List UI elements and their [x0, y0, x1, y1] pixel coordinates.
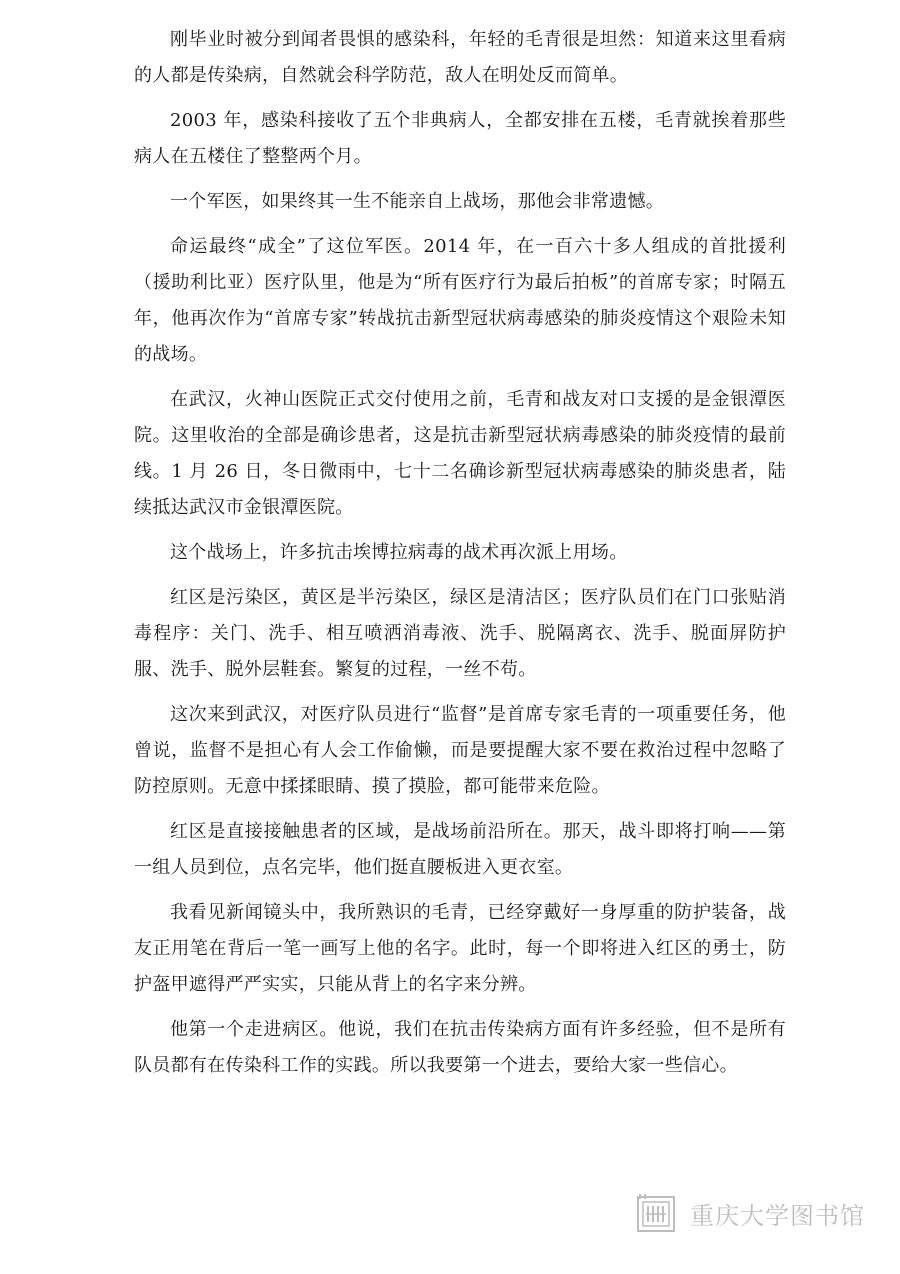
paragraph: 命运最终“成全”了这位军医。2014 年，在一百六十多人组成的首批援利（援助利比亚）医疗队里，他是为“所有医疗行为最后拍板”的首席专家；时隔五年，他再次作为“首席专家”转战抗击新型冠状病毒感染的肺炎疫情这个艰险未知的战场。 — [134, 236, 786, 365]
paragraph: 一个军医，如果终其一生不能亲自上战场，那他会非常遗憾。 — [170, 191, 665, 212]
paragraph: 他第一个走进病区。他说，我们在抗击传染病方面有许多经验，但不是所有队员都有在传染科工作的实践。所以我要第一个进去，要给大家一些信心。 — [134, 1019, 786, 1076]
paragraph: 这次来到武汉，对医疗队员进行“监督”是首席专家毛青的一项重要任务，他曾说，监督不是担心有人会工作偷懒，而是要提醒大家不要在救治过程中忽略了防控原则。无意中揉揉眼睛、摸了摸脸，都可能带来危险。 — [134, 704, 786, 797]
paragraph: 我看见新闻镜头中，我所熟识的毛青，已经穿戴好一身厚重的防护装备，战友正用笔在背后一笔一画写上他的名字。此时，每一个即将进入红区的勇士，防护盔甲遮得严严实实，只能从背上的名字来分辨。 — [134, 902, 786, 995]
paragraph: 2003 年，感染科接收了五个非典病人，全都安排在五楼，毛青就挨着那些病人在五楼住了整整两个月。 — [134, 110, 786, 167]
paragraph: 红区是直接接触患者的区域，是战场前沿所在。那天，战斗即将打响——第一组人员到位，点名完毕，他们挺直腰板进入更衣室。 — [134, 821, 786, 878]
paragraph: 这个战场上，许多抗击埃博拉病毒的战术再次派上用场。 — [170, 542, 628, 563]
paragraph: 刚毕业时被分到闻者畏惧的感染科，年轻的毛青很是坦然：知道来这里看病的人都是传染病，自然就会科学防范，敌人在明处反而简单。 — [134, 29, 786, 86]
document-body — [134, 22, 786, 1093]
library-watermark — [636, 1193, 865, 1233]
library-logo-icon — [636, 1193, 676, 1233]
watermark-text: 重庆大学图书馆 — [690, 1201, 865, 1230]
paragraph: 在武汉，火神山医院正式交付使用之前，毛青和战友对口支援的是金银潭医院。这里收治的全部是确诊患者，这是抗击新型冠状病毒感染的肺炎疫情的最前线。1 月 26 日，冬日微雨中，七十二名确诊新型冠状病毒感染的肺炎患者，陆续抵达武汉市金银潭医院。 — [134, 389, 786, 518]
paragraph: 红区是污染区，黄区是半污染区，绿区是清洁区；医疗队员们在门口张贴消毒程序：关门、洗手、相互喷洒消毒液、洗手、脱隔离衣、洗手、脱面屏防护服、洗手、脱外层鞋套。繁复的过程，一丝不苟。 — [134, 587, 786, 680]
